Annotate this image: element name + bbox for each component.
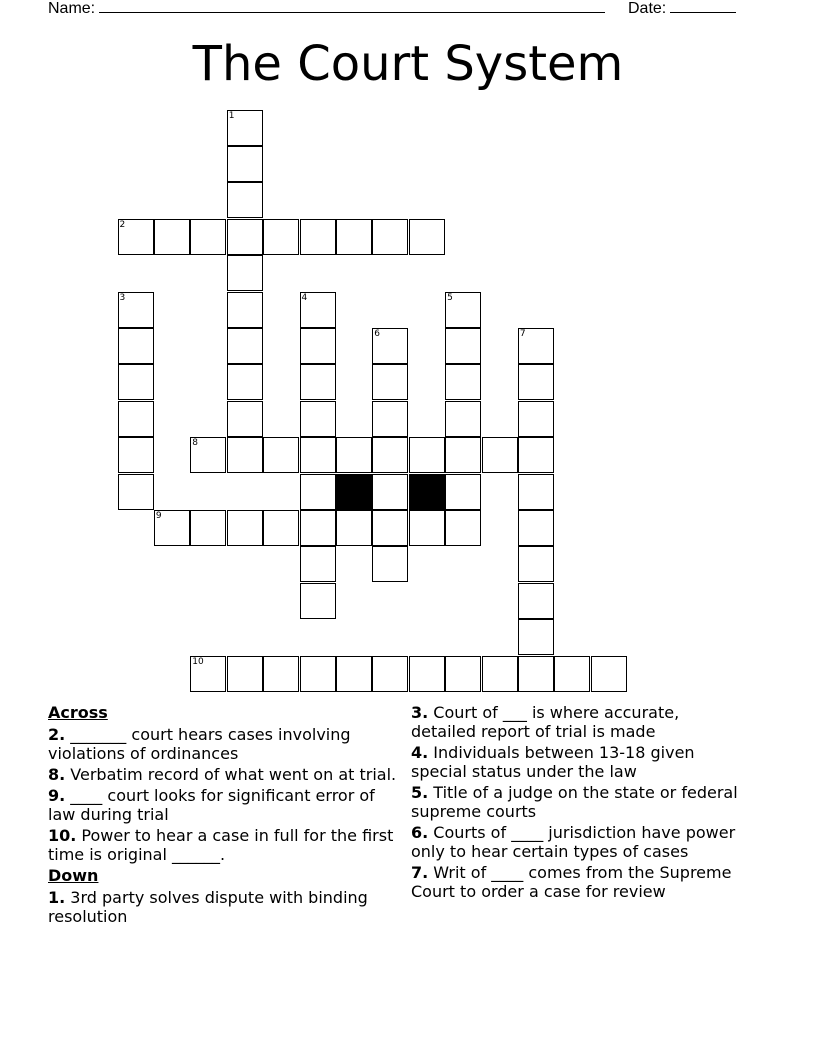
grid-cell[interactable] [518, 364, 554, 400]
grid-cell[interactable] [227, 146, 263, 182]
grid-cell[interactable] [518, 583, 554, 619]
grid-cell[interactable] [482, 437, 518, 473]
clue-number-label: 7 [519, 328, 526, 339]
grid-cell[interactable] [554, 656, 590, 692]
clue-down-3 [411, 703, 741, 741]
clue-number: 10. [48, 826, 77, 845]
clue-down-5 [411, 783, 741, 821]
grid-cell[interactable] [263, 656, 299, 692]
grid-cell[interactable] [372, 510, 408, 546]
grid-cell[interactable] [372, 546, 408, 582]
grid-cell[interactable] [336, 510, 372, 546]
clue-text: Verbatim record of what went on at trial. [65, 765, 397, 784]
grid-cell[interactable] [300, 474, 336, 510]
clue-number: 8. [48, 765, 66, 784]
clue-text: 3rd party solves dispute with binding resolution [48, 888, 368, 926]
grid-cell[interactable] [190, 437, 226, 473]
clue-number-label: 9 [155, 510, 162, 521]
grid-cell[interactable] [227, 656, 263, 692]
grid-cell[interactable] [445, 401, 481, 437]
grid-cell[interactable] [227, 255, 263, 291]
grid-cell[interactable] [372, 364, 408, 400]
clue-number-label: 6 [374, 328, 381, 339]
clue-text: Individuals between 13-18 given special status under the law [411, 743, 695, 781]
grid-cell[interactable] [300, 656, 336, 692]
grid-cell[interactable] [482, 656, 518, 692]
grid-block [409, 474, 445, 510]
grid-cell[interactable] [263, 219, 299, 255]
grid-cell[interactable] [445, 656, 481, 692]
clue-number: 2. [48, 725, 66, 744]
clue-number: 1. [48, 888, 66, 907]
grid-cell[interactable] [409, 510, 445, 546]
clue-across-10 [48, 826, 398, 864]
clue-number: 9. [48, 786, 66, 805]
page-title: The Court System [192, 36, 624, 92]
clue-across-2 [48, 725, 398, 763]
grid-cell[interactable] [518, 619, 554, 655]
across-heading: Across [48, 703, 108, 722]
clues-right-column [411, 703, 741, 903]
grid-cell[interactable] [445, 474, 481, 510]
grid-cell[interactable] [227, 401, 263, 437]
date-label: Date: [628, 0, 667, 17]
clue-across-9 [48, 786, 398, 824]
grid-cell[interactable] [300, 546, 336, 582]
clue-number: 4. [411, 743, 429, 762]
grid-cell[interactable] [336, 437, 372, 473]
clue-across-8 [48, 765, 398, 784]
clue-text: Court of ___ is where accurate, detailed report of trial is made [411, 703, 680, 741]
clue-text: ____ court looks for significant error of law during trial [48, 786, 375, 824]
clue-number: 3. [411, 703, 429, 722]
clue-text: Courts of ____ jurisdiction have power only to hear certain types of cases [411, 823, 736, 861]
grid-block [336, 474, 372, 510]
grid-cell[interactable] [227, 182, 263, 218]
clue-number: 5. [411, 783, 429, 802]
clue-number-label: 5 [447, 292, 453, 303]
clue-number-label: 10 [192, 656, 204, 667]
grid-cell[interactable] [118, 437, 154, 473]
grid-cell[interactable] [372, 401, 408, 437]
grid-cell[interactable] [190, 510, 226, 546]
grid-cell[interactable] [300, 328, 336, 364]
grid-cell[interactable] [518, 401, 554, 437]
clue-number-label: 1 [228, 110, 235, 121]
clue-text: _______ court hears cases involving violations of ordinances [48, 725, 351, 763]
grid-cell[interactable] [118, 292, 154, 328]
grid-cell[interactable] [518, 546, 554, 582]
grid-cell[interactable] [591, 656, 627, 692]
grid-cell[interactable] [445, 328, 481, 364]
clue-number-label: 2 [119, 219, 126, 230]
grid-cell[interactable] [445, 364, 481, 400]
grid-cell[interactable] [190, 656, 226, 692]
clue-text: Power to hear a case in full for the first time is original ______. [48, 826, 394, 864]
grid-cell[interactable] [372, 328, 408, 364]
grid-cell[interactable] [336, 656, 372, 692]
name-label: Name: [48, 0, 96, 17]
grid-cell[interactable] [300, 401, 336, 437]
grid-cell[interactable] [300, 583, 336, 619]
clues-left-column [48, 703, 398, 928]
grid-cell[interactable] [372, 656, 408, 692]
clue-number-label: 8 [192, 438, 199, 449]
grid-cell[interactable] [118, 474, 154, 510]
grid-cell[interactable] [518, 437, 554, 473]
grid-cell[interactable] [518, 328, 554, 364]
grid-cell[interactable] [300, 437, 336, 473]
clue-number-label: 3 [119, 292, 126, 303]
grid-cell[interactable] [409, 437, 445, 473]
grid-cell[interactable] [409, 219, 445, 255]
grid-cell[interactable] [445, 292, 481, 328]
clue-text: Title of a judge on the state or federal supreme courts [411, 783, 738, 821]
grid-cell[interactable] [227, 510, 263, 546]
grid-cell[interactable] [518, 510, 554, 546]
grid-cell[interactable] [336, 219, 372, 255]
clue-number-label: 4 [301, 292, 308, 303]
grid-cell[interactable] [227, 437, 263, 473]
grid-cell[interactable] [227, 328, 263, 364]
clue-number: 7. [411, 863, 429, 882]
grid-cell[interactable] [445, 437, 481, 473]
grid-cell[interactable] [518, 656, 554, 692]
clue-down-7 [411, 863, 741, 901]
grid-cell[interactable] [518, 474, 554, 510]
grid-cell[interactable] [372, 437, 408, 473]
grid-cell[interactable] [300, 510, 336, 546]
grid-cell[interactable] [227, 292, 263, 328]
grid-cell[interactable] [372, 219, 408, 255]
grid-cell[interactable] [154, 510, 190, 546]
grid-cell[interactable] [118, 219, 154, 255]
grid-cell[interactable] [118, 328, 154, 364]
grid-cell[interactable] [227, 364, 263, 400]
clue-down-6 [411, 823, 741, 861]
grid-cell[interactable] [118, 364, 154, 400]
clue-number: 6. [411, 823, 429, 842]
grid-cell[interactable] [263, 437, 299, 473]
clue-text: Writ of ____ comes from the Supreme Court to order a case for review [411, 863, 732, 901]
clue-down-4 [411, 743, 741, 781]
grid-cell[interactable] [263, 510, 299, 546]
grid-cell[interactable] [154, 219, 190, 255]
down-heading: Down [48, 866, 99, 885]
grid-cell[interactable] [409, 656, 445, 692]
grid-cell[interactable] [118, 401, 154, 437]
grid-cell[interactable] [445, 510, 481, 546]
grid-cell[interactable] [190, 219, 226, 255]
grid-cell[interactable] [227, 219, 263, 255]
grid-cell[interactable] [227, 110, 263, 146]
grid-cell[interactable] [300, 364, 336, 400]
grid-cell[interactable] [300, 292, 336, 328]
grid-cell[interactable] [300, 219, 336, 255]
clue-down-1 [48, 888, 398, 926]
grid-cell[interactable] [372, 474, 408, 510]
